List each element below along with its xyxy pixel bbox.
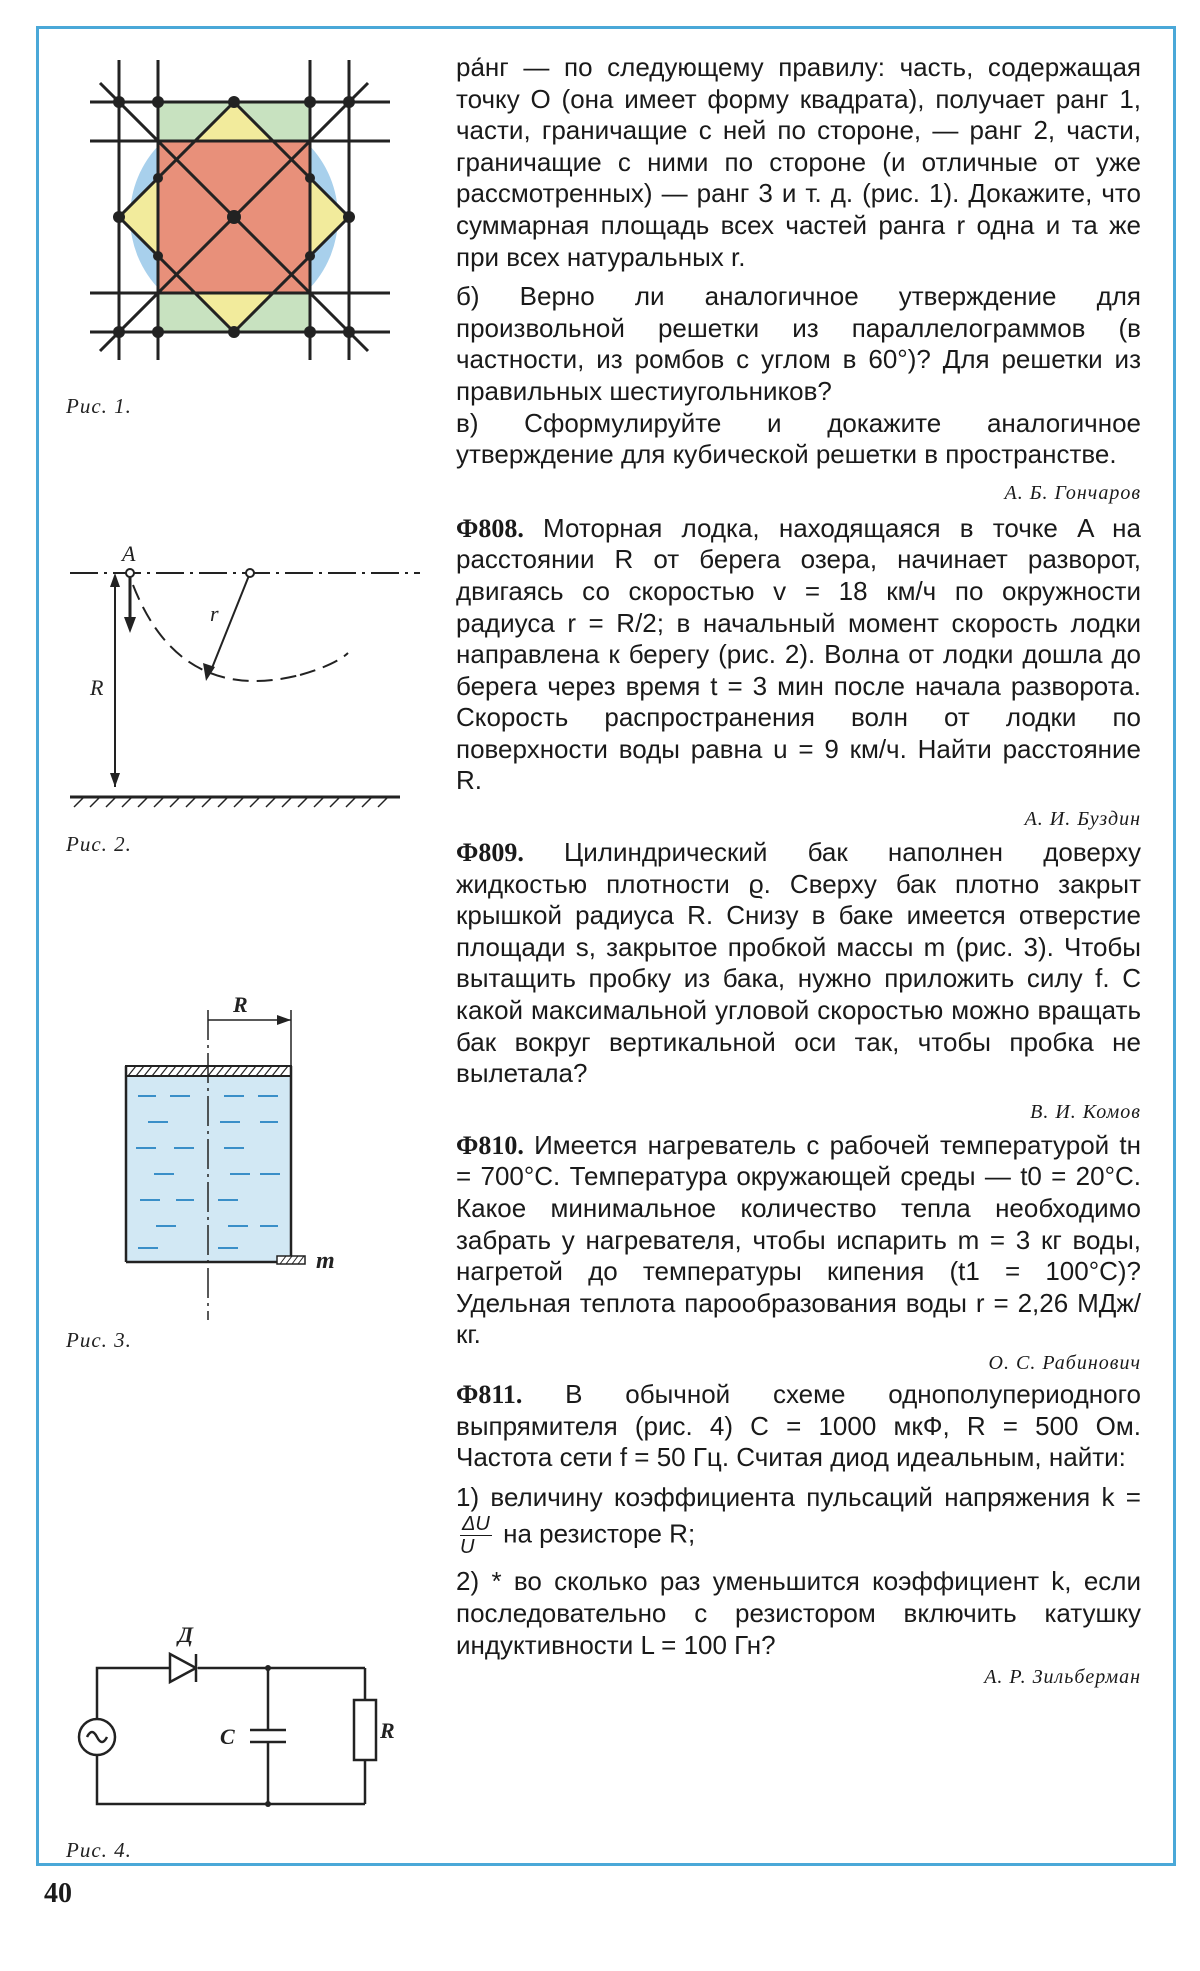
prev-problem-part-b: б) Верно ли аналогичное утверждение для произвольной решетки из параллелограммов (в частности, из ромбов с углом в 60°)? Для решетки из правильных шестиугольников? <box>456 281 1141 406</box>
text-column <box>456 52 1141 1695</box>
problem-id: Ф811. <box>456 1379 523 1409</box>
label-C: C <box>220 1724 235 1749</box>
figure-3-caption: Рис. 3. <box>66 1328 132 1352</box>
problem-text: Цилиндрический бак наполнен доверху жидкостью плотности ϱ. Сверху бак плотно закрыт крышкой радиуса R. Снизу в баке имеется отверстие площади s, закрытое пробкой массы m (рис. 3). Чтобы вытащить пробку из бака, нужно приложить силу f. С какой максимальной угловой скоростью можно вращать бак вокруг вертикальной оси так, чтобы пробка не вылетала? <box>456 837 1141 1089</box>
label-r: r <box>210 601 219 626</box>
problem-text: Моторная лодка, находящаяся в точке A на расстоянии R от берега озера, начинает разворот, двигаясь со скоростью v = 18 км/ч по окружности радиуса r = R/2; в начальный момент скорость лодки направлена к берегу (рис. 2). Волна от лодки дошла до берега через время t = 3 мин после начала разворота. Скорость распространения волн от лодки по поверхности воды равна u = 9 км/ч. Найти расстояние R. <box>456 512 1141 796</box>
problem-f809 <box>456 837 1141 1090</box>
prev-problem-part-a: ра́нг — по следующему правилу: часть, содержащая точку O (она имеет форму квадрата), получает ранг 1, части, граничащие с ней по стороне, — ранг 2, части, граничащие с ними по стороне (и отличные от уже рассмотренных) — ранг 3 и т. д. (рис. 1). Докажите, что суммарная площадь всех частей ранга r одна и та же при всех натуральных r. <box>456 52 1141 272</box>
figure-3-tank <box>100 970 380 1330</box>
figure-2-boat <box>60 535 430 815</box>
author-buzdin: А. И. Буздин <box>1024 808 1141 831</box>
figure-1-caption: Рис. 1. <box>66 394 132 418</box>
label-R: R <box>380 1718 395 1743</box>
author-goncharov: А. Б. Гончаров <box>1004 481 1141 504</box>
label-R: R <box>233 992 248 1017</box>
page-number: 40 <box>44 1878 72 1909</box>
problem-f808 <box>456 513 1141 797</box>
label-A: A <box>122 541 136 566</box>
problem-id: Ф810. <box>456 1130 524 1160</box>
fraction-k: $\frac{\Delta U}{U}$ <box>460 1513 490 1559</box>
problem-text: Имеется нагреватель с рабочей температурой tн = 700°С. Температура окружающей среды — t0 = 20°С. Какое минимальное количество тепла необходимо забрать у нагревателя, чтобы испарить m = 3 кг воды, нагретой до температуры кипения (t1 = 100°С)? Удельная теплота парообразования воды r = 2,26 МДж/кг. <box>456 1129 1141 1350</box>
author-rabinovich: О. С. Рабинович <box>988 1351 1141 1374</box>
prev-problem-part-c: в) Сформулируйте и докажите аналогичное утверждение для кубической решетки в пространстве. <box>456 407 1141 470</box>
figure-4-circuit <box>60 1620 420 1820</box>
figure-4-caption: Рис. 4. <box>66 1838 132 1862</box>
point-O <box>227 210 241 224</box>
figure-1-lattice <box>90 60 390 360</box>
problem-id: Ф808. <box>456 513 524 543</box>
problem-f810 <box>456 1130 1141 1351</box>
problem-f811 <box>456 1379 1141 1474</box>
figure-2-caption: Рис. 2. <box>66 832 132 856</box>
author-zilberman: А. Р. Зильберман <box>984 1666 1141 1689</box>
problem-text: В обычной схеме однополупериодного выпрямителя (рис. 4) C = 1000 мкФ, R = 500 Ом. Частота сети f = 50 Гц. Считая диод идеальным, найти: <box>456 1378 1141 1473</box>
label-m: m <box>316 1248 335 1274</box>
problem-id: Ф809. <box>456 838 524 868</box>
problem-f811-q2: 2) * во сколько раз уменьшится коэффициент k, если последовательно с резистором включить катушку индуктивности L = 100 Гн? <box>456 1566 1141 1660</box>
author-komov: В. И. Комов <box>1030 1100 1141 1123</box>
label-D: Д <box>178 1622 194 1647</box>
label-R: R <box>90 675 104 700</box>
problem-f811-q1: 1) величину коэффициента пульсаций напряжения k = $\frac{\Delta U}{U}$ на резисторе R; <box>456 1481 1141 1559</box>
